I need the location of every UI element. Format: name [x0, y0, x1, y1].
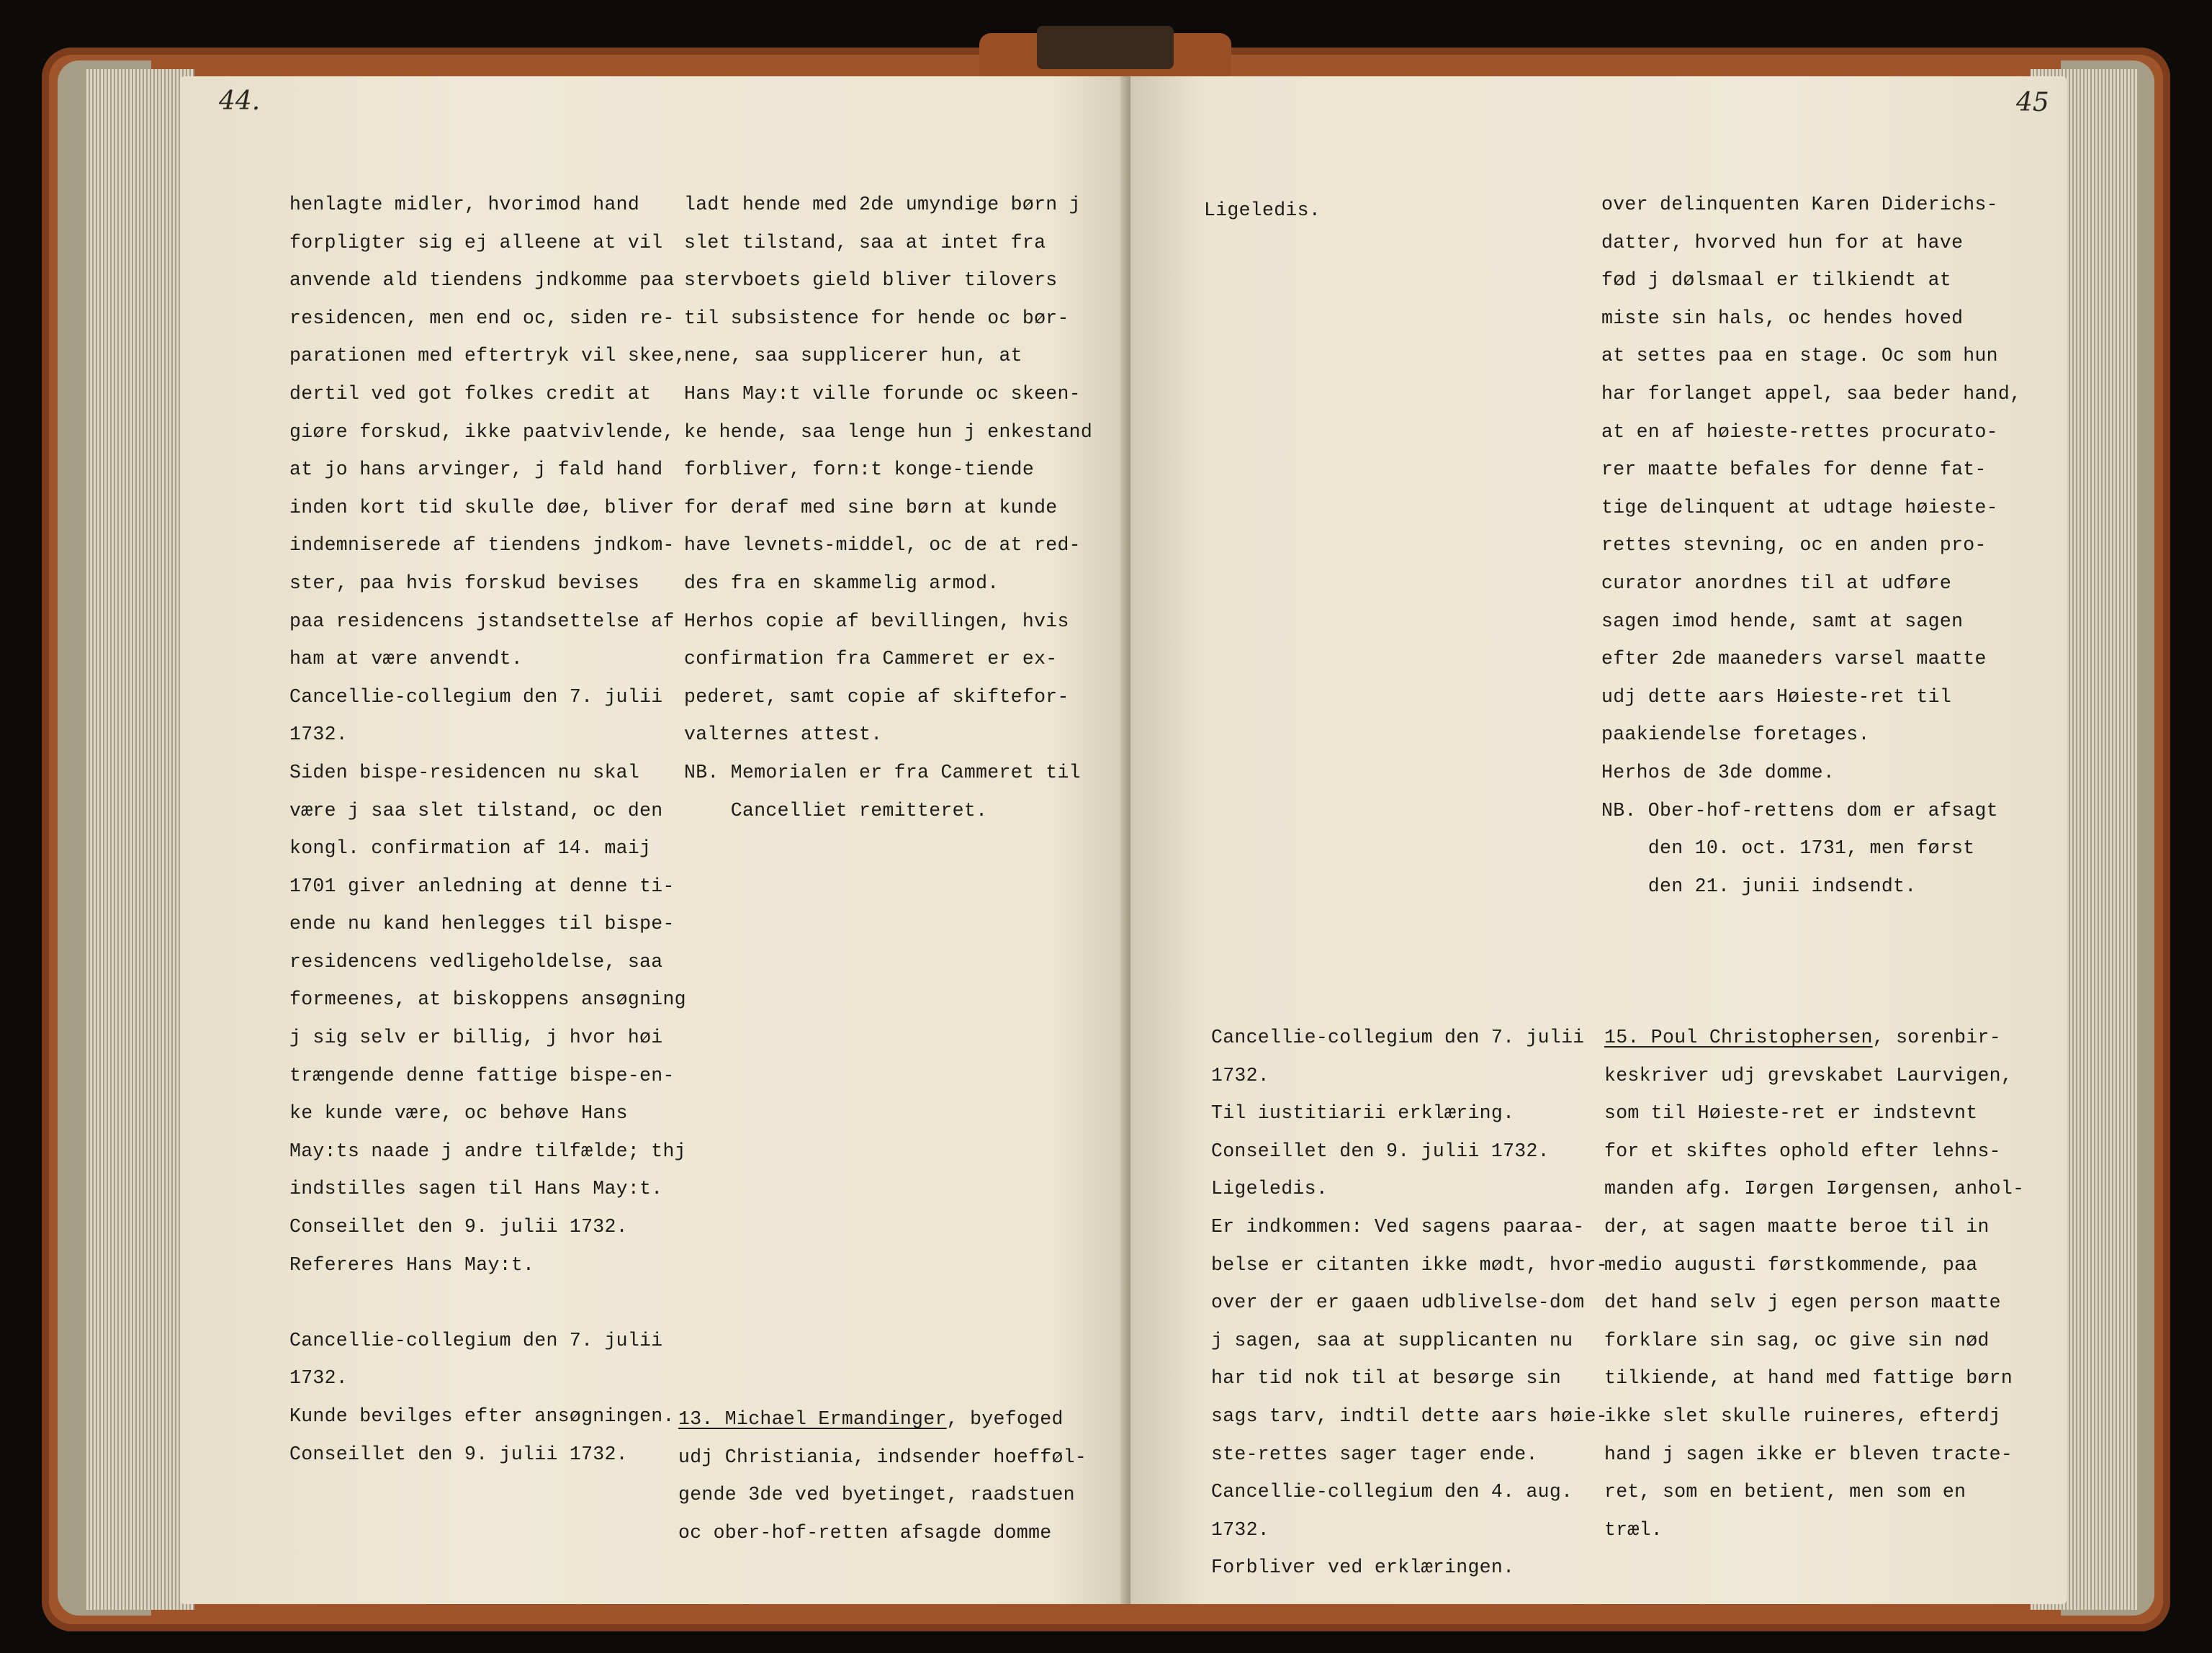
text-line: belse er citanten ikke mødt, hvor- — [1211, 1253, 1608, 1276]
right-page-column-2 — [1601, 186, 2048, 905]
text-line: residencen, men end oc, siden re- — [289, 307, 675, 329]
entry-13 — [678, 1400, 1110, 1551]
text-line: ste-rettes sager tager ende. — [1211, 1443, 1538, 1465]
text-line: des fra en skammelig armod. — [684, 572, 999, 594]
text-line: NB. Ober-hof-rettens dom er afsagt — [1601, 799, 1998, 821]
text-line: parationen med eftertryk vil skee, — [289, 345, 686, 367]
entry-15 — [1604, 1019, 2051, 1549]
right-page-column-1-top — [1204, 192, 1593, 230]
text-line: slet tilstand, saa at intet fra — [684, 231, 1046, 253]
left-page-edges — [86, 69, 194, 1610]
text-line: indemniserede af tiendens jndkom- — [289, 534, 675, 557]
text-line: paa residencens jstandsettelse af — [289, 610, 675, 632]
text-line: nene, saa supplicerer hun, at — [684, 345, 1022, 367]
text-line: kongl. confirmation af 14. maij — [289, 837, 652, 860]
text-line: at en af høieste-rettes procurato- — [1601, 420, 1998, 443]
text-line: for deraf med sine børn at kunde — [684, 496, 1058, 518]
text-line: Ligeledis. — [1211, 1178, 1328, 1200]
text-line: for et skiftes ophold efter lehns- — [1604, 1140, 2001, 1162]
text-line: keskriver udj grevskabet Laurvigen, — [1604, 1064, 2013, 1086]
text-line: forbliver, forn:t konge-tiende — [684, 459, 1035, 481]
text-line: Hans May:t ville forunde oc skeen- — [684, 382, 1081, 405]
text-line: have levnets-middel, oc de at red- — [684, 534, 1081, 557]
text-line: har forlanget appel, saa beder hand, — [1601, 382, 2022, 405]
text-line: sagen imod hende, samt at sagen — [1601, 610, 1964, 632]
text-line: ende nu kand henlegges til bispe- — [289, 913, 675, 935]
text-line: rer maatte befales for denne fat- — [1601, 459, 1987, 481]
text-line: rettes stevning, oc en anden pro- — [1601, 534, 1987, 557]
text-line: ster, paa hvis forskud bevises — [289, 572, 640, 594]
left-page-number: 44. — [219, 86, 261, 116]
text-line: efter 2de maaneders varsel maatte — [1601, 648, 1987, 670]
text-line: inden kort tid skulle døe, bliver — [289, 496, 675, 518]
text-line: sags tarv, indtil dette aars høie- — [1211, 1405, 1608, 1427]
text-line: dertil ved got folkes credit at — [289, 382, 652, 405]
text-line: datter, hvorved hun for at have — [1601, 231, 1964, 253]
text-line: giøre forskud, ikke paatvivlende, — [289, 420, 675, 443]
text-line: oc ober-hof-retten afsagde domme — [678, 1521, 1052, 1544]
text-line: Cancelliet remitteret. — [684, 799, 988, 821]
text-line: stervboets gield bliver tilovers — [684, 269, 1058, 292]
text-line: formeenes, at biskoppens ansøgning — [289, 988, 686, 1011]
text-line: være j saa slet tilstand, oc den — [289, 799, 663, 821]
text-line: miste sin hals, oc hendes hoved — [1601, 307, 1964, 329]
text-line: j sig selv er billig, j hvor høi — [289, 1027, 663, 1049]
entry-13-first-line: 13. Michael Ermandinger, byefoged — [678, 1408, 1064, 1430]
text-line: Refereres Hans May:t. — [289, 1253, 535, 1276]
text-line: ret, som en betient, men som en — [1604, 1481, 1966, 1503]
text-line: Ligeledis. — [1204, 199, 1321, 221]
text-line: henlagte midler, hvorimod hand — [289, 194, 640, 215]
text-line: manden afg. Iørgen Iørgensen, anhol- — [1604, 1178, 2025, 1200]
text-line: Conseillet den 9. julii 1732. — [1211, 1140, 1550, 1162]
text-line: Conseillet den 9. julii 1732. — [289, 1443, 628, 1465]
entry-15-heading: 15. Poul Christophersen — [1604, 1027, 1873, 1048]
left-page-column-2 — [684, 186, 1109, 829]
entry-15-first-line: 15. Poul Christophersen, sorenbir- — [1604, 1027, 2001, 1048]
text-line: at settes paa en stage. Oc som hun — [1601, 345, 1998, 367]
text-line: træl. — [1604, 1518, 1663, 1541]
right-page-number: 45 — [2016, 88, 2049, 117]
text-line: Forbliver ved erklæringen. — [1211, 1557, 1515, 1579]
text-line: Cancellie-collegium den 4. aug. — [1211, 1481, 1573, 1503]
text-line: ke kunde være, oc behøve Hans — [289, 1102, 628, 1125]
entry-13-heading: 13. Michael Ermandinger — [678, 1408, 947, 1430]
text-line: medio augusti førstkommende, paa — [1604, 1253, 1978, 1276]
text-line: pederet, samt copie af skiftefor- — [684, 685, 1069, 708]
text-line: confirmation fra Cammeret er ex- — [684, 648, 1058, 670]
text-line: 1732. — [289, 724, 349, 746]
text-line: anvende ald tiendens jndkomme paa — [289, 269, 675, 292]
text-line: over der er gaaen udblivelse-dom — [1211, 1292, 1585, 1314]
text-line: over delinquenten Karen Diderichs- — [1601, 194, 1998, 215]
left-page-column-1 — [289, 186, 693, 1473]
spine-headband — [1037, 26, 1174, 69]
text-line: Til iustitiarii erklæring. — [1211, 1102, 1515, 1125]
text-line: fød j dølsmaal er tilkiendt at — [1601, 269, 1952, 292]
text-line: den 10. oct. 1731, men først — [1601, 837, 1975, 860]
text-line: Siden bispe-residencen nu skal — [289, 761, 640, 783]
text-line: trængende denne fattige bispe-en- — [289, 1064, 675, 1086]
text-line: har tid nok til at besørge sin — [1211, 1367, 1562, 1389]
right-page-column-1 — [1211, 1019, 1614, 1587]
text-line: May:ts naade j andre tilfælde; thj — [289, 1140, 686, 1162]
text-line: tige delinquent at udtage høieste- — [1601, 496, 1998, 518]
left-page — [180, 76, 1130, 1604]
text-line: 1732. — [289, 1367, 349, 1389]
text-line: gende 3de ved byetinget, raadstuen — [678, 1484, 1075, 1506]
text-line: 1701 giver anledning at denne ti- — [289, 875, 675, 897]
text-line: til subsistence for hende oc bør- — [684, 307, 1069, 329]
right-page — [1130, 76, 2067, 1604]
text-line: ikke slet skulle ruineres, efterdj — [1604, 1405, 2001, 1427]
text-line: Conseillet den 9. julii 1732. — [289, 1216, 628, 1238]
text-line: Kunde bevilges efter ansøgningen. — [289, 1405, 675, 1427]
text-line: den 21. junii indsendt. — [1601, 875, 1917, 897]
text-line: curator anordnes til at udføre — [1601, 572, 1952, 594]
text-line: der, at sagen maatte beroe til in — [1604, 1215, 1990, 1238]
text-line: forklare sin sag, oc give sin nød — [1604, 1329, 1990, 1351]
text-line: ladt hende med 2de umyndige børn j — [684, 194, 1081, 215]
text-line: Herhos copie af bevillingen, hvis — [684, 610, 1069, 632]
text-line: j sagen, saa at supplicanten nu — [1211, 1329, 1573, 1351]
text-line: udj dette aars Høieste-ret til — [1601, 685, 1952, 708]
text-line: Cancellie-collegium den 7. julii — [289, 685, 663, 708]
text-line: udj Christiania, indsender hoefføl- — [678, 1446, 1087, 1468]
text-line: tilkiende, at hand med fattige børn — [1604, 1367, 2013, 1389]
text-line: ham at være anvendt. — [289, 648, 523, 670]
text-line: valternes attest. — [684, 724, 883, 746]
text-line: at jo hans arvinger, j fald hand — [289, 459, 663, 481]
text-line: Cancellie-collegium den 7. julii — [1211, 1027, 1585, 1048]
text-line: 1732. — [1211, 1518, 1270, 1541]
text-line: indstilles sagen til Hans May:t. — [289, 1178, 663, 1200]
text-line: paakiendelse foretages. — [1601, 724, 1870, 746]
text-line: NB. Memorialen er fra Cammeret til — [684, 761, 1081, 783]
text-line: residencens vedligeholdelse, saa — [289, 950, 663, 973]
text-line: forpligter sig ej alleene at vil — [289, 231, 663, 253]
text-line: Herhos de 3de domme. — [1601, 761, 1835, 783]
text-line: det hand selv j egen person maatte — [1604, 1292, 2001, 1314]
text-line: Cancellie-collegium den 7. julii — [289, 1329, 663, 1351]
text-line: 1732. — [1211, 1064, 1270, 1086]
blank-line — [289, 1284, 693, 1322]
text-line: som til Høieste-ret er indstevnt — [1604, 1102, 1978, 1125]
text-line: hand j sagen ikke er bleven tracte- — [1604, 1443, 2013, 1465]
text-line: ke hende, saa lenge hun j enkestand — [684, 420, 1093, 443]
text-line: Er indkommen: Ved sagens paaraa- — [1211, 1215, 1585, 1238]
